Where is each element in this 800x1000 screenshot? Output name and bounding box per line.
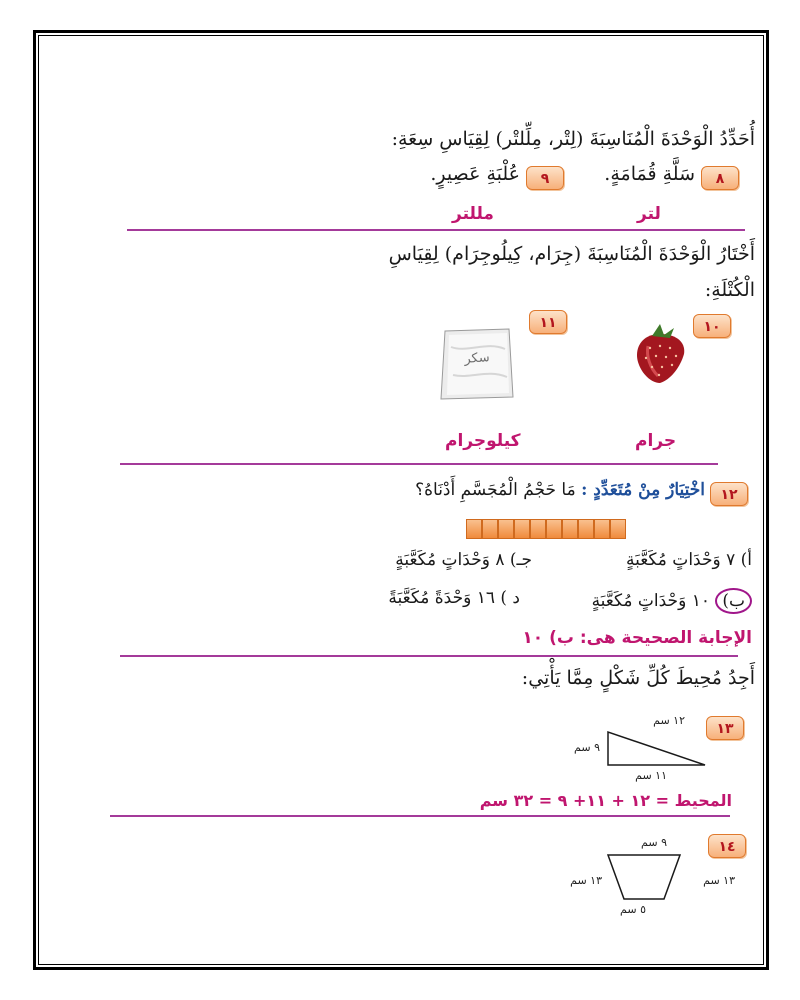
- sugar-bag-label: سكر: [463, 350, 491, 367]
- option-b-circled-letter: ب): [715, 588, 752, 614]
- divider-1: [127, 229, 745, 231]
- question-13-badge: ١٣: [706, 716, 744, 740]
- question-11-badge: ١١: [529, 310, 567, 334]
- trapezoid-shape: [606, 852, 682, 902]
- multiple-choice-title: اخْتِيَارٌ مِنْ مُتَعَدِّدٍ :: [581, 480, 705, 500]
- unit-cube: [482, 519, 498, 539]
- option-c: جـ) ٨ وَحْدَاتٍ مُكَعَّبَةٍ: [395, 550, 532, 570]
- option-d: د ) ١٦ وَحْدَةً مُكَعَّبَةً: [388, 588, 520, 608]
- question-14-badge: ١٤: [708, 834, 746, 858]
- question-12-line: [415, 480, 705, 500]
- unit-cube: [514, 519, 530, 539]
- triangle-side-left: ٩ سم: [574, 741, 600, 754]
- cube-prism: [466, 519, 626, 541]
- answer-12: الإجابة الصحيحة هى: ب) ١٠: [522, 628, 752, 648]
- unit-cube: [562, 519, 578, 539]
- question-12-text: مَا حَجْمُ الْمُجَسَّمِ أَدْنَاهُ؟: [415, 480, 576, 500]
- unit-cube: [546, 519, 562, 539]
- answer-13: المحيط = ١٢ + ١١+ ٩ = ٣٢ سم: [479, 791, 732, 810]
- option-a: أ) ٧ وَحْدَاتٍ مُكَعَّبَةٍ: [625, 550, 752, 570]
- divider-3: [120, 655, 738, 657]
- option-b: [592, 588, 752, 614]
- answer-10: جرام: [635, 431, 677, 451]
- trapezoid-side-right: ١٣ سم: [703, 874, 735, 887]
- question-12-badge: ١٢: [710, 482, 748, 506]
- mass-instruction-line2: الْكُتْلَةِ:: [704, 279, 755, 301]
- unit-cube: [594, 519, 610, 539]
- sugar-bag-icon: [437, 327, 517, 401]
- triangle-side-top: ١٢ سم: [653, 714, 685, 727]
- perimeter-instruction: أَجِدُ مُحِيطَ كُلِّ شَكْلٍ مِمَّا يَأْتِي:: [521, 667, 755, 689]
- unit-cube: [498, 519, 514, 539]
- question-9-text: عُلْبَةِ عَصِيرٍ.: [430, 163, 520, 185]
- unit-cube: [530, 519, 546, 539]
- mass-instruction-line1: أَخْتَارُ الْوَحْدَةَ الْمُنَاسِبَةَ (جِرَام، كِيلُوجِرَام) لِقِيَاسِ: [388, 243, 755, 265]
- divider-2: [120, 463, 718, 465]
- triangle-shape: [605, 730, 710, 768]
- question-10-badge: ١٠: [693, 314, 731, 338]
- unit-cube: [610, 519, 626, 539]
- option-b-text: ١٠ وَحْدَاتٍ مُكَعَّبَةٍ: [591, 591, 710, 611]
- answer-8: لتر: [637, 204, 661, 224]
- strawberry-icon: [630, 320, 690, 385]
- trapezoid-side-top: ٩ سم: [641, 836, 667, 849]
- question-9-badge: ٩: [526, 166, 564, 190]
- capacity-instruction: أُحَدِّدُ الْوَحْدَةَ الْمُنَاسِبَةَ (لِتْر، مِلِّلتْر) لِقِيَاسِ سِعَةِ:: [391, 128, 755, 150]
- question-8-text: سَلَّةِ قُمَامَةٍ.: [604, 163, 695, 185]
- answer-11: كيلوجرام: [445, 431, 521, 451]
- answer-9: مللتر: [452, 204, 494, 224]
- question-8-badge: ٨: [701, 166, 739, 190]
- trapezoid-side-bottom: ٥ سم: [620, 903, 646, 916]
- triangle-side-bottom: ١١ سم: [635, 769, 667, 782]
- divider-4: [110, 815, 730, 817]
- unit-cube: [466, 519, 482, 539]
- trapezoid-side-left: ١٣ سم: [570, 874, 602, 887]
- unit-cube: [578, 519, 594, 539]
